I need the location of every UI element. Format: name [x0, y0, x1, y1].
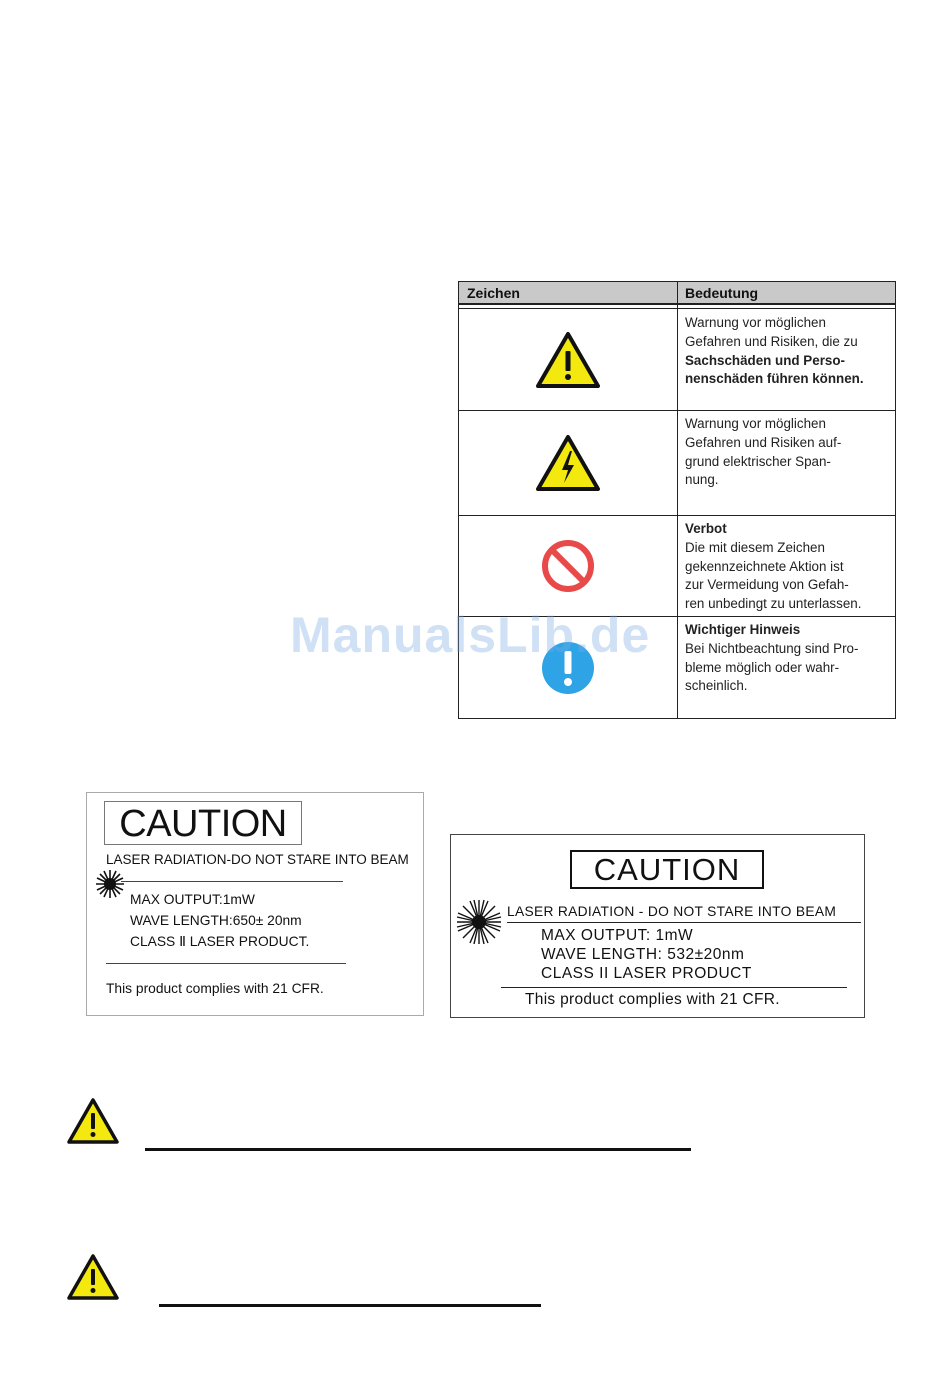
compliance-text: This product complies with 21 CFR.	[106, 981, 324, 996]
laser-warning-text: LASER RADIATION-DO NOT STARE INTO BEAM	[106, 852, 409, 867]
laser-caution-label-650nm	[86, 792, 424, 1016]
meaning-text: Wichtiger Hinweis Bei Nichtbeachtung sind Pro- bleme möglich oder wahr- scheinlich.	[685, 622, 859, 694]
laser-class: CLASS Ⅱ LASER PRODUCT.	[130, 934, 310, 949]
electric-hazard-icon	[459, 411, 677, 515]
header-meaning: Bedeutung	[685, 285, 759, 301]
laser-class: CLASS II LASER PRODUCT	[541, 965, 752, 982]
watermark: ManualsLib.de	[290, 607, 651, 663]
wave-length: WAVE LENGTH: 532±20nm	[541, 946, 745, 963]
laser-burst-icon	[95, 869, 125, 904]
warning-underline	[145, 1148, 691, 1151]
meaning-text: Warnung vor möglichen Gefahren und Risiken auf- grund elektrischer Span- nung.	[685, 416, 842, 488]
symbols-table	[458, 281, 896, 719]
wave-length: WAVE LENGTH:650± 20nm	[130, 913, 302, 928]
meaning-text: Warnung vor möglichen Gefahren und Risiken, die zu Sachschäden und Perso- nenschäden führen können.	[685, 315, 864, 387]
compliance-text: This product complies with 21 CFR.	[525, 991, 780, 1008]
warning-triangle-icon	[66, 1253, 120, 1306]
header-sign: Zeichen	[467, 285, 520, 301]
max-output: MAX OUTPUT: 1mW	[541, 927, 694, 944]
max-output: MAX OUTPUT:1mW	[130, 892, 255, 907]
meaning-text: Verbot Die mit diesem Zeichen gekennzeichnete Aktion ist zur Vermeidung von Gefah- ren unbedingt zu unterlassen.	[685, 521, 862, 612]
caution-title: CAUTION	[104, 801, 302, 845]
caution-title: CAUTION	[570, 850, 764, 889]
warning-underline	[159, 1304, 541, 1307]
warning-triangle-icon	[66, 1097, 120, 1150]
laser-warning-text: LASER RADIATION - DO NOT STARE INTO BEAM	[507, 904, 837, 919]
important-notice-icon	[459, 617, 677, 718]
laser-burst-icon	[456, 899, 502, 950]
prohibition-icon	[459, 516, 677, 616]
laser-caution-label-532nm	[450, 834, 865, 1018]
warning-triangle-icon	[459, 310, 677, 410]
